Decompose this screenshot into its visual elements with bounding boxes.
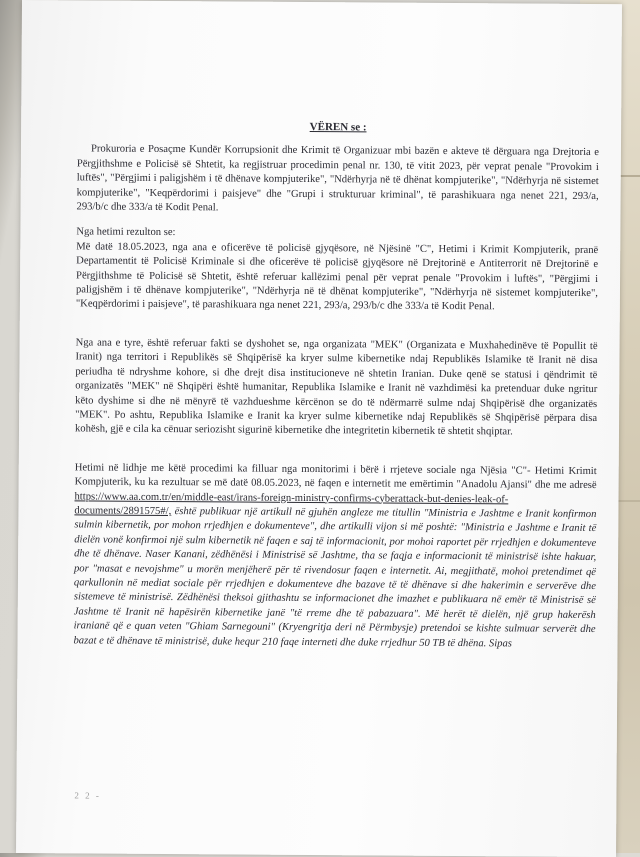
document-title: VËREN se : [309,121,367,134]
paragraph-investigation [73,461,596,652]
paragraph-findings: Më datë 18.05.2023, nga ana e oficerëve të policisë gjyqësore, në Njësinë "C", Hetimi i Krimit Kompjuterik, pranë Departamentit të Policisë Kriminale si dhe oficerëve të policisë gjyqësore në Drejtorinë e Antiterrorit në Drejtorinë e Përgjithshme të Policisë së Shtetit, është referuar kallëzimi penal për veprat penale "Provokim i luftës", "Përgjimi i paligjshëm i të dhënave kompjuterike", "Ndërhyrja në të dhënat kompjuterike", "Ndërhyrja në sistemet kompjuterike", "Keqpërdorimi i paisjeve", të parashikuara nga nenet 221, 293/a, 293/b/c dhe 333/a të Kodit Penal. [75,241,599,313]
document-body [73,118,599,663]
paragraph-mek: Nga ana e tyre, është referuar fakti se dyshohet se, nga organizata "MEK" (Organizata e Muxhahedinëve të Popullit të Iranit) nga territori i Republikës së Shqipërisë ka kryer sulme kibernetike ndaj Republikës Islamike të Iranit në disa periudha të ndryshme kohore, si dhe drejt disa institucioneve në shtetin Iranian. Duke qenë se statusi i qëndrimit të organizatës "MEK" në Shqipëri është humanitar, Republika Islamike e Iranit në vazhdimësi ka pretenduar duke ngritur këto dyshime si dhe në mënyrë të vazhdueshme kërcënon se do të ndërmarrë sulme ndaj Shqipërisë dhe organizatës "MEK". Po ashtu, Republika Islamike e Iranit ka kryer sulme kibernetike ndaj Republikës së Shqipërisë përpara disa kohësh, gjë e cila ka cënuar seriozisht sigurinë kibernetike dhe integritetin kibernetik të shtetit shqiptar. [74,337,598,438]
paragraph-intro: Prokuroria e Posaçme Kundër Korrupsionit dhe Krimit të Organizuar mbi bazën e akteve të dërguara nga Drejtoria e Përgjithshme e Policisë së Shtetit, ka regjistruar procedimin penal nr. 130, të vitit 2023, për veprat penale "Provokim i luftës", "Përgjimi i paligjshëm i të dhënave kompjuterike", "Ndërhyrja në të dhënat kompjuterike", "Ndërhyrja në sistemet kompjuterike", "Keqpërdorimi i paisjeve" dhe "Grupi i strukturuar kriminal", të parashikuara nga nenet 221, 293/a, 293/b/c dhe 333/a të Kodit Penal. [76,143,599,214]
article-quote: është publikuar një artikull në gjuhën angleze me titullin "Ministria e Jashtme e Iranit konfirmon sulmin kibernetik, por mohon rrjedhjen e dokumenteve", dhe artikulli vijon si më poshtë: "Ministria e Jashtme e Iranit të dielën vonë konfirmoi një sulm kibernetik në faqen e saj të informacionit, por mohoi raportet për rrjedhjen e dokumenteve dhe të dhënave. Naser Kanani, zëdhënësi i Ministrisë së Jashtme, tha se faqja e informacionit të ministrisë ishte hakuar, por "masat e nevojshme" u morën menjëherë për të rivendosur faqen e internetit. Ai, megjithatë, mohoi pretendimet që qarkullonin në mediat sociale për rrjedhjen e dokumenteve dhe bazave të të dhënave si dhe hakerimin e serverëve dhe sistemeve të ministrisë. Zëdhënësi theksoi gjithashtu se informacionet dhe imazhet e publikuara në emër të Ministrisë së Jashtme të Iranit në hapësirën kibernetike janë "të rreme dhe të pabazuara". Më herët të dielën, një grup hakerësh iranianë që e quan veten "Ghiam Sarnegouni" (Kryengritja deri në Përmbysje) pretendoi se kishte sulmuar serverët dhe bazat e të dhënave të ministrisë, duke hequr 210 faqe interneti dhe duke rrjedhur 50 TB të dhëna. Sipas [73,506,597,650]
footer-mark: 2 2 - [74,790,101,801]
article-link[interactable]: https://www.aa.com.tr/en/middle-east/irans-foreign-ministry-confirms-cyberattack-but-denies-leak-of-documents/2891575#/, [74,490,509,517]
investigation-text: Hetimi në lidhje me këtë procedimi ka filluar nga monitorimi i bërë i rrjeteve sociale nga Njësia "C"- Hetimi Krimit Kompjuterik, ku ka rezultuar se më datë 08.05.2023, në faqen e internetit me emërtimin "Anadolu Ajansi" dhe me adresë [74,462,597,492]
document-page [16,0,622,857]
paragraph-lead: Nga hetimi rezulton se: [76,226,176,239]
